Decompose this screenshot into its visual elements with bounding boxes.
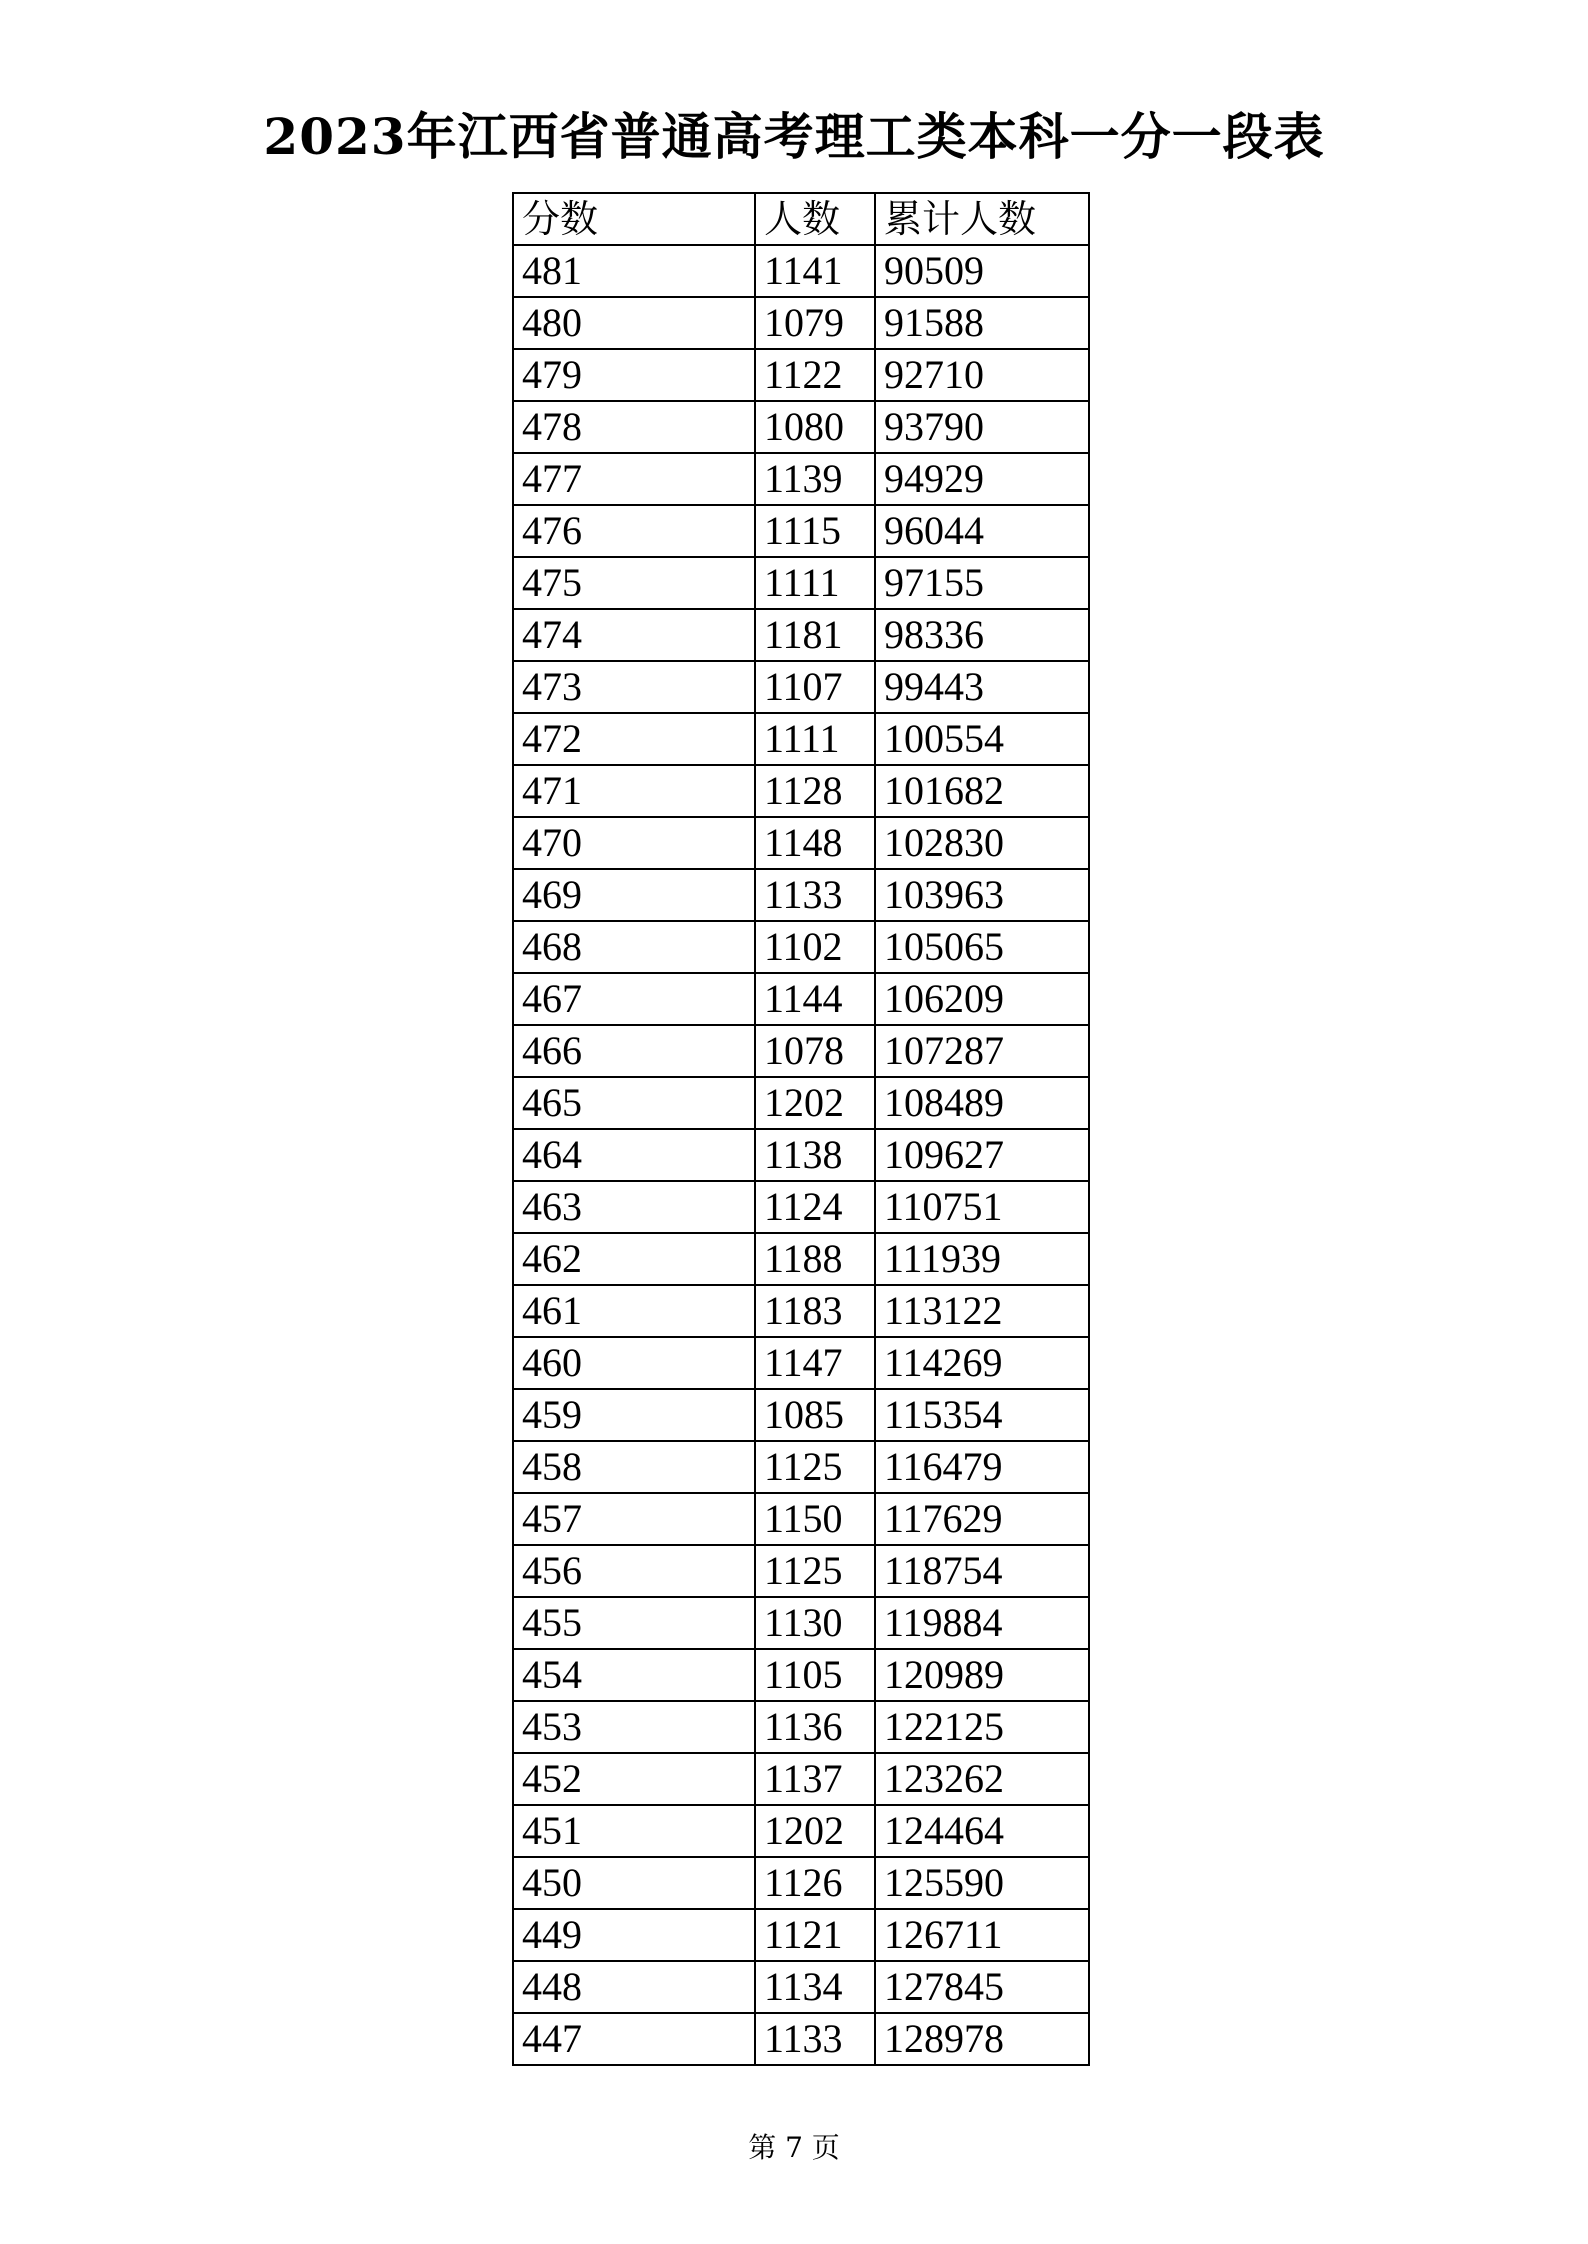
cell-cumulative: 101682 bbox=[875, 765, 1089, 817]
cell-score: 456 bbox=[513, 1545, 755, 1597]
cell-count: 1102 bbox=[755, 921, 875, 973]
cell-cumulative: 105065 bbox=[875, 921, 1089, 973]
cell-score: 447 bbox=[513, 2013, 755, 2065]
cell-count: 1133 bbox=[755, 869, 875, 921]
cell-score: 480 bbox=[513, 297, 755, 349]
table-row bbox=[513, 869, 1089, 921]
cell-score: 470 bbox=[513, 817, 755, 869]
cell-score: 452 bbox=[513, 1753, 755, 1805]
cell-score: 458 bbox=[513, 1441, 755, 1493]
cell-cumulative: 111939 bbox=[875, 1233, 1089, 1285]
header-count: 人数 bbox=[755, 193, 875, 245]
score-distribution-table bbox=[512, 192, 1090, 2066]
cell-count: 1078 bbox=[755, 1025, 875, 1077]
table-row bbox=[513, 453, 1089, 505]
cell-cumulative: 99443 bbox=[875, 661, 1089, 713]
table-header-row bbox=[513, 193, 1089, 245]
cell-count: 1150 bbox=[755, 1493, 875, 1545]
table-row bbox=[513, 661, 1089, 713]
cell-score: 463 bbox=[513, 1181, 755, 1233]
cell-cumulative: 126711 bbox=[875, 1909, 1089, 1961]
cell-score: 469 bbox=[513, 869, 755, 921]
cell-score: 473 bbox=[513, 661, 755, 713]
cell-cumulative: 113122 bbox=[875, 1285, 1089, 1337]
cell-count: 1133 bbox=[755, 2013, 875, 2065]
cell-score: 450 bbox=[513, 1857, 755, 1909]
cell-cumulative: 114269 bbox=[875, 1337, 1089, 1389]
header-score: 分数 bbox=[513, 193, 755, 245]
cell-cumulative: 90509 bbox=[875, 245, 1089, 297]
cell-score: 461 bbox=[513, 1285, 755, 1337]
cell-score: 449 bbox=[513, 1909, 755, 1961]
cell-count: 1139 bbox=[755, 453, 875, 505]
cell-score: 464 bbox=[513, 1129, 755, 1181]
table-row bbox=[513, 1493, 1089, 1545]
cell-cumulative: 94929 bbox=[875, 453, 1089, 505]
cell-count: 1137 bbox=[755, 1753, 875, 1805]
cell-count: 1107 bbox=[755, 661, 875, 713]
cell-count: 1147 bbox=[755, 1337, 875, 1389]
cell-cumulative: 109627 bbox=[875, 1129, 1089, 1181]
cell-count: 1111 bbox=[755, 713, 875, 765]
cell-cumulative: 97155 bbox=[875, 557, 1089, 609]
table-row bbox=[513, 921, 1089, 973]
table-row bbox=[513, 349, 1089, 401]
table-row bbox=[513, 817, 1089, 869]
cell-score: 460 bbox=[513, 1337, 755, 1389]
cell-count: 1080 bbox=[755, 401, 875, 453]
table-row bbox=[513, 1025, 1089, 1077]
table-row bbox=[513, 1961, 1089, 2013]
table-row bbox=[513, 1649, 1089, 1701]
cell-count: 1124 bbox=[755, 1181, 875, 1233]
cell-count: 1134 bbox=[755, 1961, 875, 2013]
cell-cumulative: 92710 bbox=[875, 349, 1089, 401]
cell-count: 1202 bbox=[755, 1805, 875, 1857]
cell-count: 1148 bbox=[755, 817, 875, 869]
table-row bbox=[513, 1181, 1089, 1233]
table-body bbox=[513, 245, 1089, 2065]
cell-cumulative: 117629 bbox=[875, 1493, 1089, 1545]
page-number: 第 7 页 bbox=[748, 2131, 840, 2164]
cell-cumulative: 108489 bbox=[875, 1077, 1089, 1129]
cell-cumulative: 96044 bbox=[875, 505, 1089, 557]
cell-cumulative: 106209 bbox=[875, 973, 1089, 1025]
table-row bbox=[513, 609, 1089, 661]
cell-score: 481 bbox=[513, 245, 755, 297]
cell-count: 1202 bbox=[755, 1077, 875, 1129]
table-row bbox=[513, 557, 1089, 609]
table-row bbox=[513, 1285, 1089, 1337]
table-row bbox=[513, 1389, 1089, 1441]
table-row bbox=[513, 765, 1089, 817]
cell-score: 475 bbox=[513, 557, 755, 609]
cell-count: 1128 bbox=[755, 765, 875, 817]
table-row bbox=[513, 973, 1089, 1025]
cell-score: 476 bbox=[513, 505, 755, 557]
cell-score: 468 bbox=[513, 921, 755, 973]
document-title: 2023年江西省普通高考理工类本科一分一段表 bbox=[263, 107, 1325, 166]
cell-count: 1125 bbox=[755, 1441, 875, 1493]
table-row bbox=[513, 245, 1089, 297]
cell-cumulative: 120989 bbox=[875, 1649, 1089, 1701]
table-row bbox=[513, 505, 1089, 557]
cell-score: 478 bbox=[513, 401, 755, 453]
cell-cumulative: 110751 bbox=[875, 1181, 1089, 1233]
table-row bbox=[513, 1805, 1089, 1857]
cell-count: 1188 bbox=[755, 1233, 875, 1285]
table-row bbox=[513, 1441, 1089, 1493]
cell-cumulative: 100554 bbox=[875, 713, 1089, 765]
table-row bbox=[513, 297, 1089, 349]
cell-count: 1079 bbox=[755, 297, 875, 349]
cell-score: 451 bbox=[513, 1805, 755, 1857]
cell-count: 1115 bbox=[755, 505, 875, 557]
table-row bbox=[513, 1077, 1089, 1129]
cell-score: 455 bbox=[513, 1597, 755, 1649]
cell-count: 1144 bbox=[755, 973, 875, 1025]
cell-cumulative: 116479 bbox=[875, 1441, 1089, 1493]
cell-count: 1138 bbox=[755, 1129, 875, 1181]
table-row bbox=[513, 1233, 1089, 1285]
cell-count: 1085 bbox=[755, 1389, 875, 1441]
cell-score: 454 bbox=[513, 1649, 755, 1701]
cell-score: 457 bbox=[513, 1493, 755, 1545]
cell-count: 1121 bbox=[755, 1909, 875, 1961]
cell-score: 453 bbox=[513, 1701, 755, 1753]
cell-cumulative: 93790 bbox=[875, 401, 1089, 453]
table-row bbox=[513, 1597, 1089, 1649]
cell-cumulative: 118754 bbox=[875, 1545, 1089, 1597]
cell-cumulative: 115354 bbox=[875, 1389, 1089, 1441]
cell-count: 1181 bbox=[755, 609, 875, 661]
cell-cumulative: 127845 bbox=[875, 1961, 1089, 2013]
table-row bbox=[513, 1857, 1089, 1909]
table-row bbox=[513, 1909, 1089, 1961]
cell-count: 1111 bbox=[755, 557, 875, 609]
table-row bbox=[513, 1129, 1089, 1181]
table-row bbox=[513, 401, 1089, 453]
cell-cumulative: 123262 bbox=[875, 1753, 1089, 1805]
cell-count: 1122 bbox=[755, 349, 875, 401]
cell-count: 1136 bbox=[755, 1701, 875, 1753]
cell-score: 472 bbox=[513, 713, 755, 765]
cell-score: 477 bbox=[513, 453, 755, 505]
table-row bbox=[513, 1545, 1089, 1597]
cell-score: 471 bbox=[513, 765, 755, 817]
table-row bbox=[513, 1701, 1089, 1753]
cell-score: 466 bbox=[513, 1025, 755, 1077]
table-row bbox=[513, 1753, 1089, 1805]
cell-cumulative: 98336 bbox=[875, 609, 1089, 661]
cell-score: 474 bbox=[513, 609, 755, 661]
cell-cumulative: 124464 bbox=[875, 1805, 1089, 1857]
cell-cumulative: 128978 bbox=[875, 2013, 1089, 2065]
cell-count: 1130 bbox=[755, 1597, 875, 1649]
cell-cumulative: 107287 bbox=[875, 1025, 1089, 1077]
header-cumulative: 累计人数 bbox=[875, 193, 1089, 245]
table-row bbox=[513, 2013, 1089, 2065]
cell-cumulative: 103963 bbox=[875, 869, 1089, 921]
cell-score: 462 bbox=[513, 1233, 755, 1285]
cell-count: 1105 bbox=[755, 1649, 875, 1701]
cell-cumulative: 119884 bbox=[875, 1597, 1089, 1649]
cell-count: 1183 bbox=[755, 1285, 875, 1337]
cell-cumulative: 91588 bbox=[875, 297, 1089, 349]
table-row bbox=[513, 1337, 1089, 1389]
cell-cumulative: 102830 bbox=[875, 817, 1089, 869]
cell-score: 465 bbox=[513, 1077, 755, 1129]
cell-count: 1141 bbox=[755, 245, 875, 297]
cell-count: 1126 bbox=[755, 1857, 875, 1909]
cell-count: 1125 bbox=[755, 1545, 875, 1597]
cell-cumulative: 122125 bbox=[875, 1701, 1089, 1753]
cell-score: 467 bbox=[513, 973, 755, 1025]
cell-cumulative: 125590 bbox=[875, 1857, 1089, 1909]
cell-score: 459 bbox=[513, 1389, 755, 1441]
cell-score: 479 bbox=[513, 349, 755, 401]
table-row bbox=[513, 713, 1089, 765]
cell-score: 448 bbox=[513, 1961, 755, 2013]
